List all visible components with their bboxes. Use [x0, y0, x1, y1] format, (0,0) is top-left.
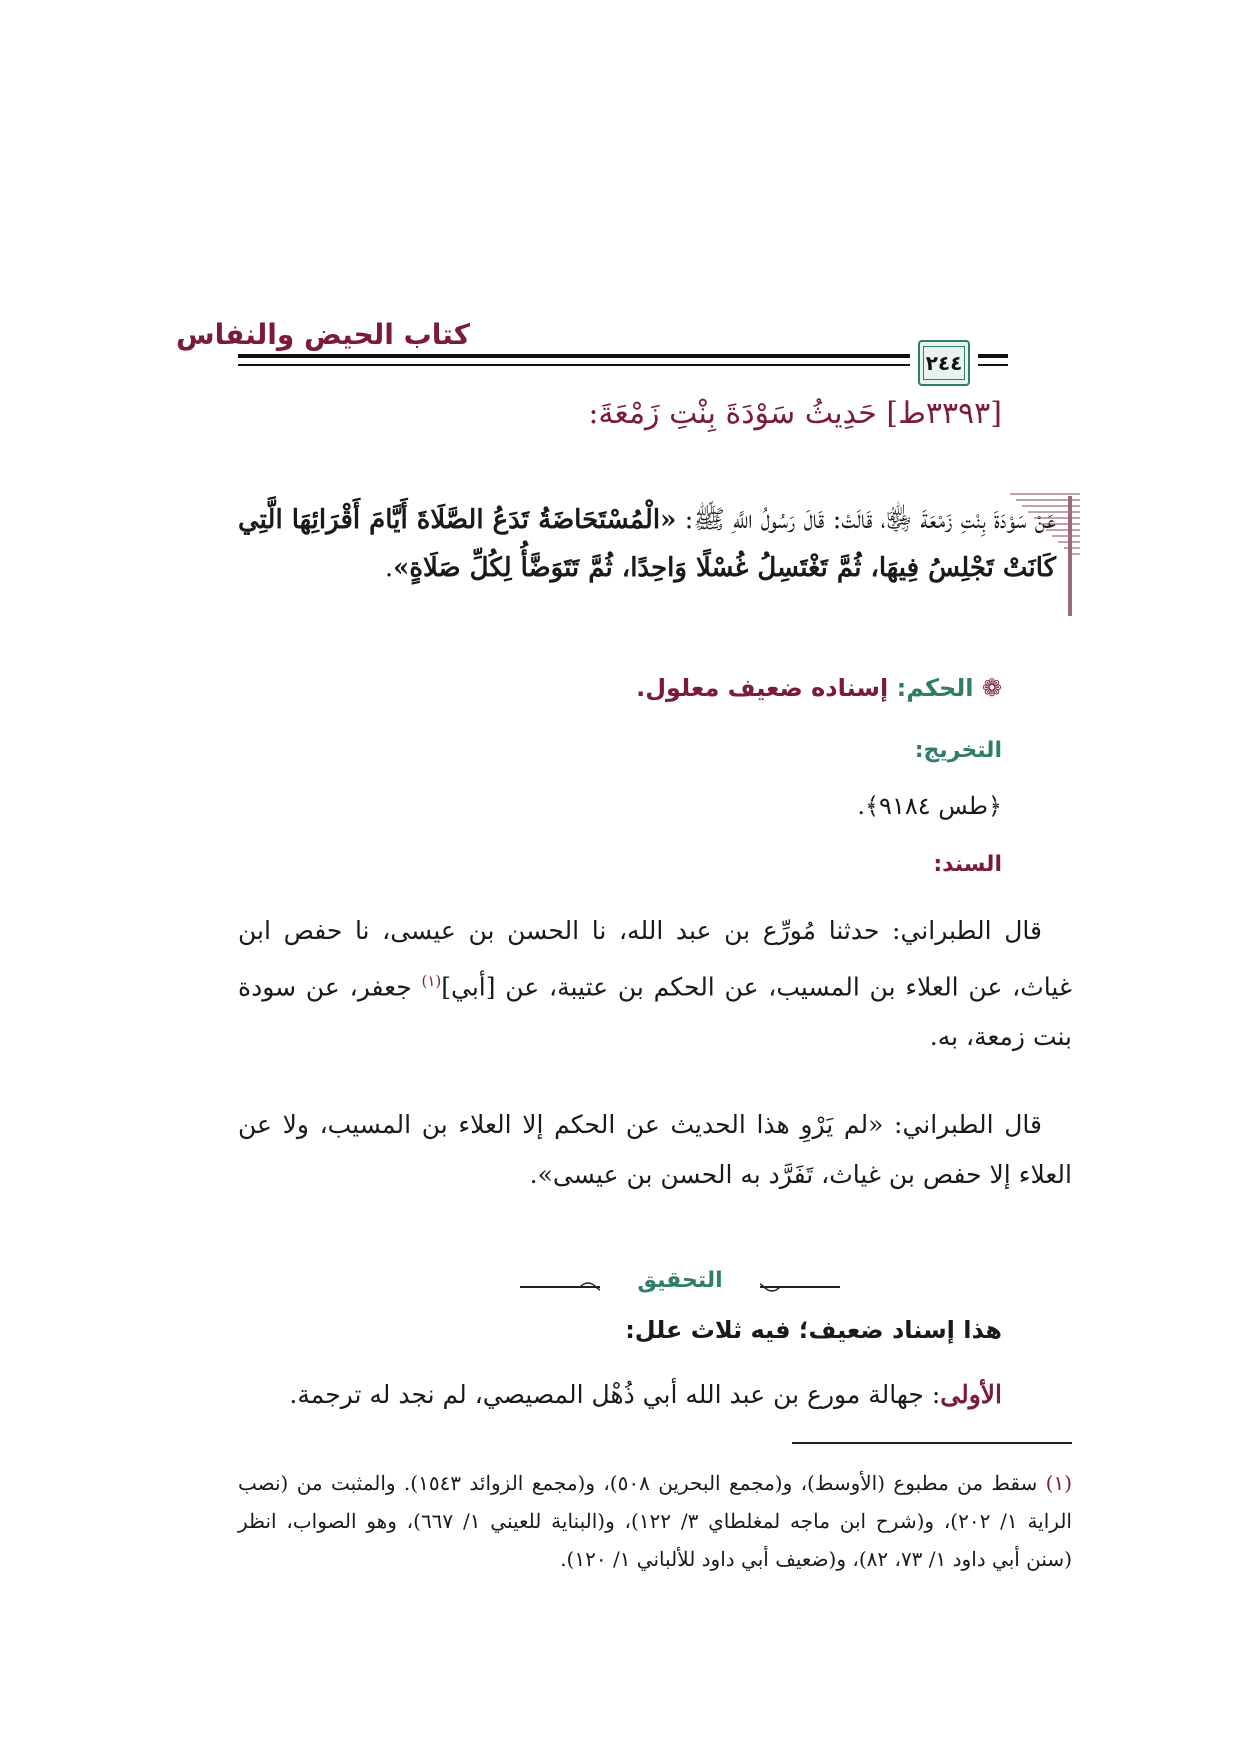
book-title: كتاب الحيض والنفاس	[175, 318, 470, 351]
sanad-label: السند:	[933, 852, 1002, 877]
footnote-text: سقط من مطبوع (الأوسط)، و(مجمع البحرين ٥٠٨)، و(مجمع الزوائد ١٥٤٣). والمثبت من (نصب الراية ١/ ٢٠٢)، و(شرح ابن ماجه لمغلطاي ٣/ ١٢٢)، و(البناية للعيني ١/ ٦٦٧)، وهو الصواب، انظر (سنن أبي داود ١/ ٧٣، ٨٢)، و(ضعيف أبي داود للألباني ١/ ١٢٠).	[238, 1471, 1072, 1571]
header-rule-end-top	[978, 354, 1008, 358]
footnote	[238, 1464, 1072, 1578]
footnote-marker: (١)	[1045, 1471, 1072, 1495]
ruling-value: إسناده ضعيف معلول.	[636, 674, 889, 702]
narration-quote: «الْمُسْتَحَاضَةُ تَدَعُ الصَّلَاةَ أَيَّامَ أَقْرَائِهَا الَّتِي كَانَتْ تَجْلِسُ فِيهَا، ثُمَّ تَغْتَسِلُ غُسْلًا وَاحِدًا، ثُمَّ تَتَوَضَّأُ لِكُلِّ صَلَاةٍ»	[238, 505, 1056, 583]
header-rule-bottom	[238, 364, 910, 366]
sanad-text-part-2: جعفر، عن سودة بنت زمعة، به.	[238, 972, 1072, 1052]
takhrij-label: التخريج:	[914, 738, 1002, 763]
first-illa	[289, 1380, 1002, 1409]
sanad-paragraph-1	[238, 906, 1072, 1062]
header-rule-end-bottom	[978, 364, 1008, 366]
sanad-paragraph-2: قال الطبراني: «لم يَرْوِ هذا الحديث عن الحكم إلا العلاء بن المسيب، ولا عن العلاء إلا حفص بن غياث، تَفَرَّد به الحسن بن عيسى».	[238, 1110, 1072, 1189]
footnote-rule	[792, 1442, 1072, 1444]
page-number: ٢٤٤	[923, 346, 965, 380]
sanad-text-part-1: قال الطبراني: حدثنا مُورِّع بن عبد الله، نا الحسن بن عيسى، نا حفص ابن غياث، عن العلاء بن المسيب، عن الحكم بن عتيبة، عن [أبي]	[238, 916, 1073, 1002]
tahqiq-label: التحقيق	[600, 1268, 760, 1293]
hadith-box	[238, 496, 1072, 616]
ruling	[636, 674, 1002, 702]
hadith-heading: [٣٣٩٣ط] حَدِيثُ سَوْدَةَ بِنْتِ زَمْعَةَ:	[588, 396, 1002, 431]
hadith-narration	[238, 496, 1056, 592]
narration-intro: عَنْ سَوْدَةَ بِنْتِ زَمْعَةَ ﵂، قَالَتْ: قَالَ رَسُولُ اللَّهِ ﷺ:	[676, 505, 1056, 535]
ruling-label: الحكم:	[896, 674, 974, 702]
takhrij-reference: ﴿طس ٩١٨٤﴾.	[857, 792, 1002, 820]
narration-end: .	[384, 553, 394, 583]
illa-heading: هذا إسناد ضعيف؛ فيه ثلاث علل:	[625, 1316, 1002, 1344]
page-number-badge	[918, 340, 970, 386]
header-rule-top	[238, 354, 910, 358]
first-illa-label: الأولى	[940, 1380, 1002, 1409]
flower-ornament-icon: ❁	[981, 674, 1002, 702]
footnote-ref: (١)	[421, 972, 442, 990]
first-illa-text: : جهالة مورع بن عبد الله أبي ذُهْل المصيصي، لم نجد له ترجمة.	[289, 1380, 941, 1409]
